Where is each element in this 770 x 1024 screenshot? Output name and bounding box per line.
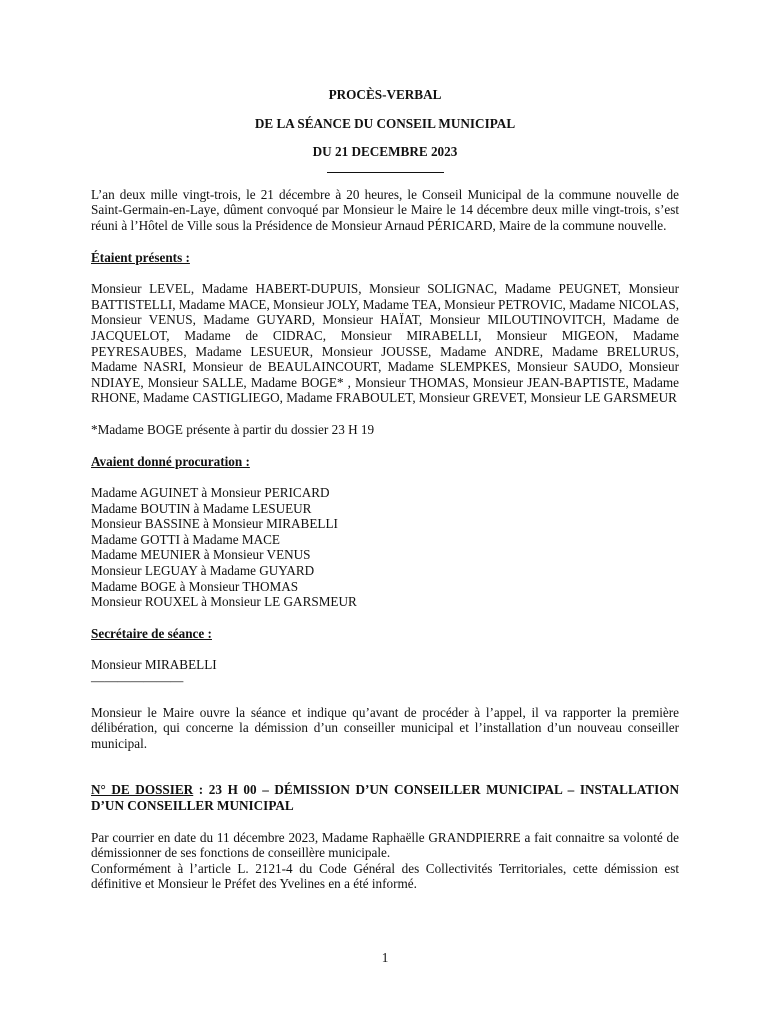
procurations-list <box>91 485 679 610</box>
dossier-heading <box>91 782 679 813</box>
list-item: Madame BOGE à Monsieur THOMAS <box>91 578 299 594</box>
dossier-title: : 23 H 00 – DÉMISSION D’UN CONSEILLER MUNICIPAL – INSTALLATION D’UN CONSEILLER MUNICIPAL <box>91 782 679 813</box>
dossier-paragraph-1: Par courrier en date du 11 décembre 2023, Madame Raphaëlle GRANDPIERRE a fait connaitre sa volonté de démissionner de ses fonctions de conseillère municipale. <box>91 829 679 861</box>
secretaire-name: Monsieur MIRABELLI <box>91 657 217 673</box>
list-item: Monsieur BASSINE à Monsieur MIRABELLI <box>91 516 338 532</box>
title-rule <box>327 172 444 173</box>
section-separator: ——————— <box>91 673 184 689</box>
list-item: Madame AGUINET à Monsieur PERICARD <box>91 485 330 501</box>
secretaire-heading: Secrétaire de séance : <box>91 625 212 641</box>
list-item: Monsieur ROUXEL à Monsieur LE GARSMEUR <box>91 594 357 610</box>
list-item: Monsieur LEGUAY à Madame GUYARD <box>91 563 315 579</box>
list-item: Madame MEUNIER à Monsieur VENUS <box>91 547 311 563</box>
title-line-1: PROCÈS-VERBAL <box>328 87 442 102</box>
list-item: Madame GOTTI à Madame MACE <box>91 531 280 547</box>
dossier-label: N° DE DOSSIER <box>91 782 194 798</box>
presents-heading: Étaient présents : <box>91 249 190 265</box>
title-line-3: DU 21 DECEMBRE 2023 <box>312 144 458 160</box>
list-item: Madame BOUTIN à Madame LESUEUR <box>91 500 312 516</box>
presents-note: *Madame BOGE présente à partir du dossier 23 H 19 <box>91 421 375 437</box>
presents-list: Monsieur LEVEL, Madame HABERT-DUPUIS, Monsieur SOLIGNAC, Madame PEUGNET, Monsieur BATTISTELLI, Madame MACE, Monsieur JOLY, Madame TEA, Monsieur PETROVIC, Madame NICOLAS, Monsieur VENUS, Madame GUYARD, Monsieur HAÏAT, Monsieur MILOUTINOVITCH, Madame de JACQUELOT, Madame de CIDRAC, Monsieur MIRABELLI, Monsieur MIGEON, Madame PEYRESAUBES, Madame LESUEUR, Monsieur JOUSSE, Madame ANDRE, Madame BRELURUS, Madame NASRI, Monsieur de BEAULAINCOURT, Madame SLEMPKES, Monsieur SAUDO, Monsieur NDIAYE, Monsieur SALLE, Madame BOGE* , Monsieur THOMAS, Monsieur JEAN-BAPTISTE, Madame RHONE, Madame CASTIGLIEGO, Madame FRABOULET, Monsieur GREVET, Monsieur LE GARSMEUR <box>91 281 679 406</box>
intro-paragraph: L’an deux mille vingt-trois, le 21 décembre à 20 heures, le Conseil Municipal de la commune nouvelle de Saint-Germain-en-Laye, dûment convoqué par Monsieur le Maire le 14 décembre deux mille vingt-trois, s’est réuni à l’Hôtel de Ville sous la Présidence de Monsieur Arnaud PÉRICARD, Maire de la commune nouvelle. <box>91 186 679 233</box>
page-number: 1 <box>381 950 389 965</box>
procurations-heading: Avaient donné procuration : <box>91 453 250 469</box>
dossier-paragraph-2: Conformément à l’article L. 2121-4 du Code Général des Collectivités Territoriales, cette démission est définitive et Monsieur le Préfet des Yvelines en a été informé. <box>91 860 679 892</box>
document-body <box>91 87 679 892</box>
title-line-2: DE LA SÉANCE DU CONSEIL MUNICIPAL <box>254 115 516 131</box>
opening-paragraph: Monsieur le Maire ouvre la séance et indique qu’avant de procéder à l’appel, il va rapporter la première délibération, qui concerne la démission d’un conseiller municipal et l’installation d’un nouveau conseiller municipal. <box>91 704 679 751</box>
